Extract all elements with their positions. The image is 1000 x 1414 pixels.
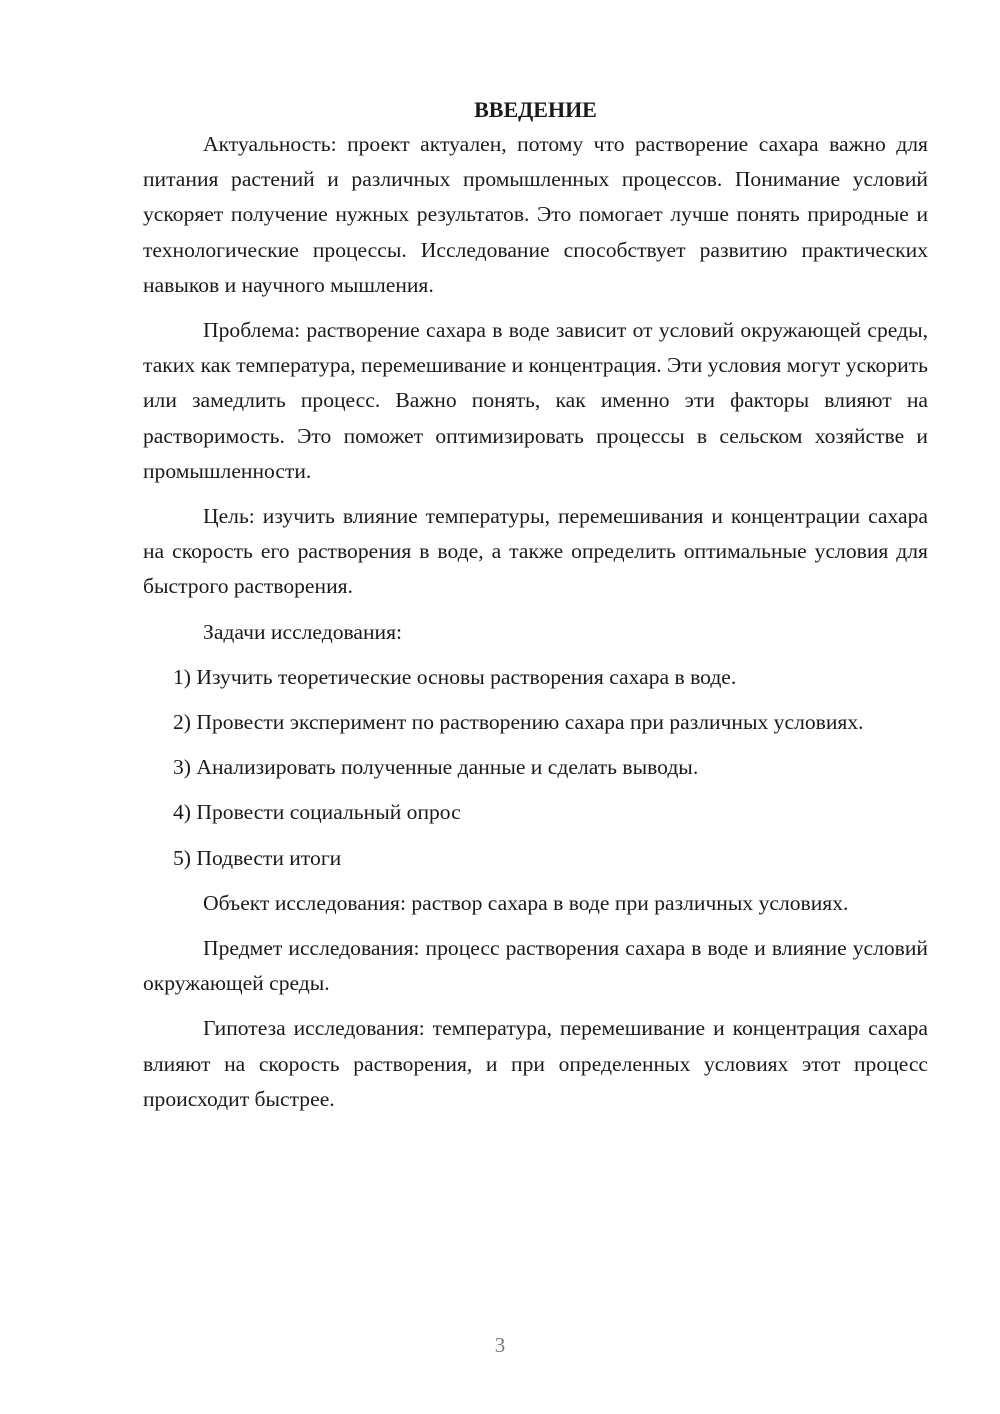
task-item-3: 3) Анализировать полученные данные и сделать выводы. [173, 755, 699, 780]
task-item-1: 1) Изучить теоретические основы растворения сахара в воде. [173, 664, 737, 689]
problem-paragraph: Проблема: растворение сахара в воде зависит от условий окружающей среды, таких как температура, перемешивание и концентрация. Эти условия могут ускорить или замедлить процесс. Важно понять, как именно эти факторы влияют на растворимость. Это поможет оптимизировать процессы в сельском хозяйстве и промышленности. [143, 318, 928, 483]
tasks-heading: Задачи исследования: [203, 619, 403, 644]
relevance-paragraph: Актуальность: проект актуален, потому что растворение сахара важно для питания растений и различных промышленных процессов. Понимание условий ускоряет получение нужных результатов. Это помогает лучше понять природные и технологические процессы. Исследование способствует развитию практических навыков и научного мышления. [143, 132, 928, 297]
task-item-2: 2) Провести эксперимент по растворению сахара при различных условиях. [173, 710, 864, 735]
page-title: ВВЕДЕНИЕ [474, 97, 597, 122]
document-page [143, 92, 928, 1127]
subject-paragraph: Предмет исследования: процесс растворения сахара в воде и влияние условий окружающей среды. [143, 936, 928, 996]
page-number: 3 [494, 1333, 506, 1357]
object-paragraph: Объект исследования: раствор сахара в воде при различных условиях. [203, 890, 849, 915]
hypothesis-paragraph: Гипотеза исследования: температура, перемешивание и концентрация сахара влияют на скорость растворения, и при определенных условиях этот процесс происходит быстрее. [143, 1016, 928, 1111]
task-item-5: 5) Подвести итоги [173, 845, 342, 870]
task-item-4: 4) Провести социальный опрос [173, 800, 461, 825]
goal-paragraph: Цель: изучить влияние температуры, перемешивания и концентрации сахара на скорость его растворения в воде, а также определить оптимальные условия для быстрого растворения. [143, 504, 928, 599]
